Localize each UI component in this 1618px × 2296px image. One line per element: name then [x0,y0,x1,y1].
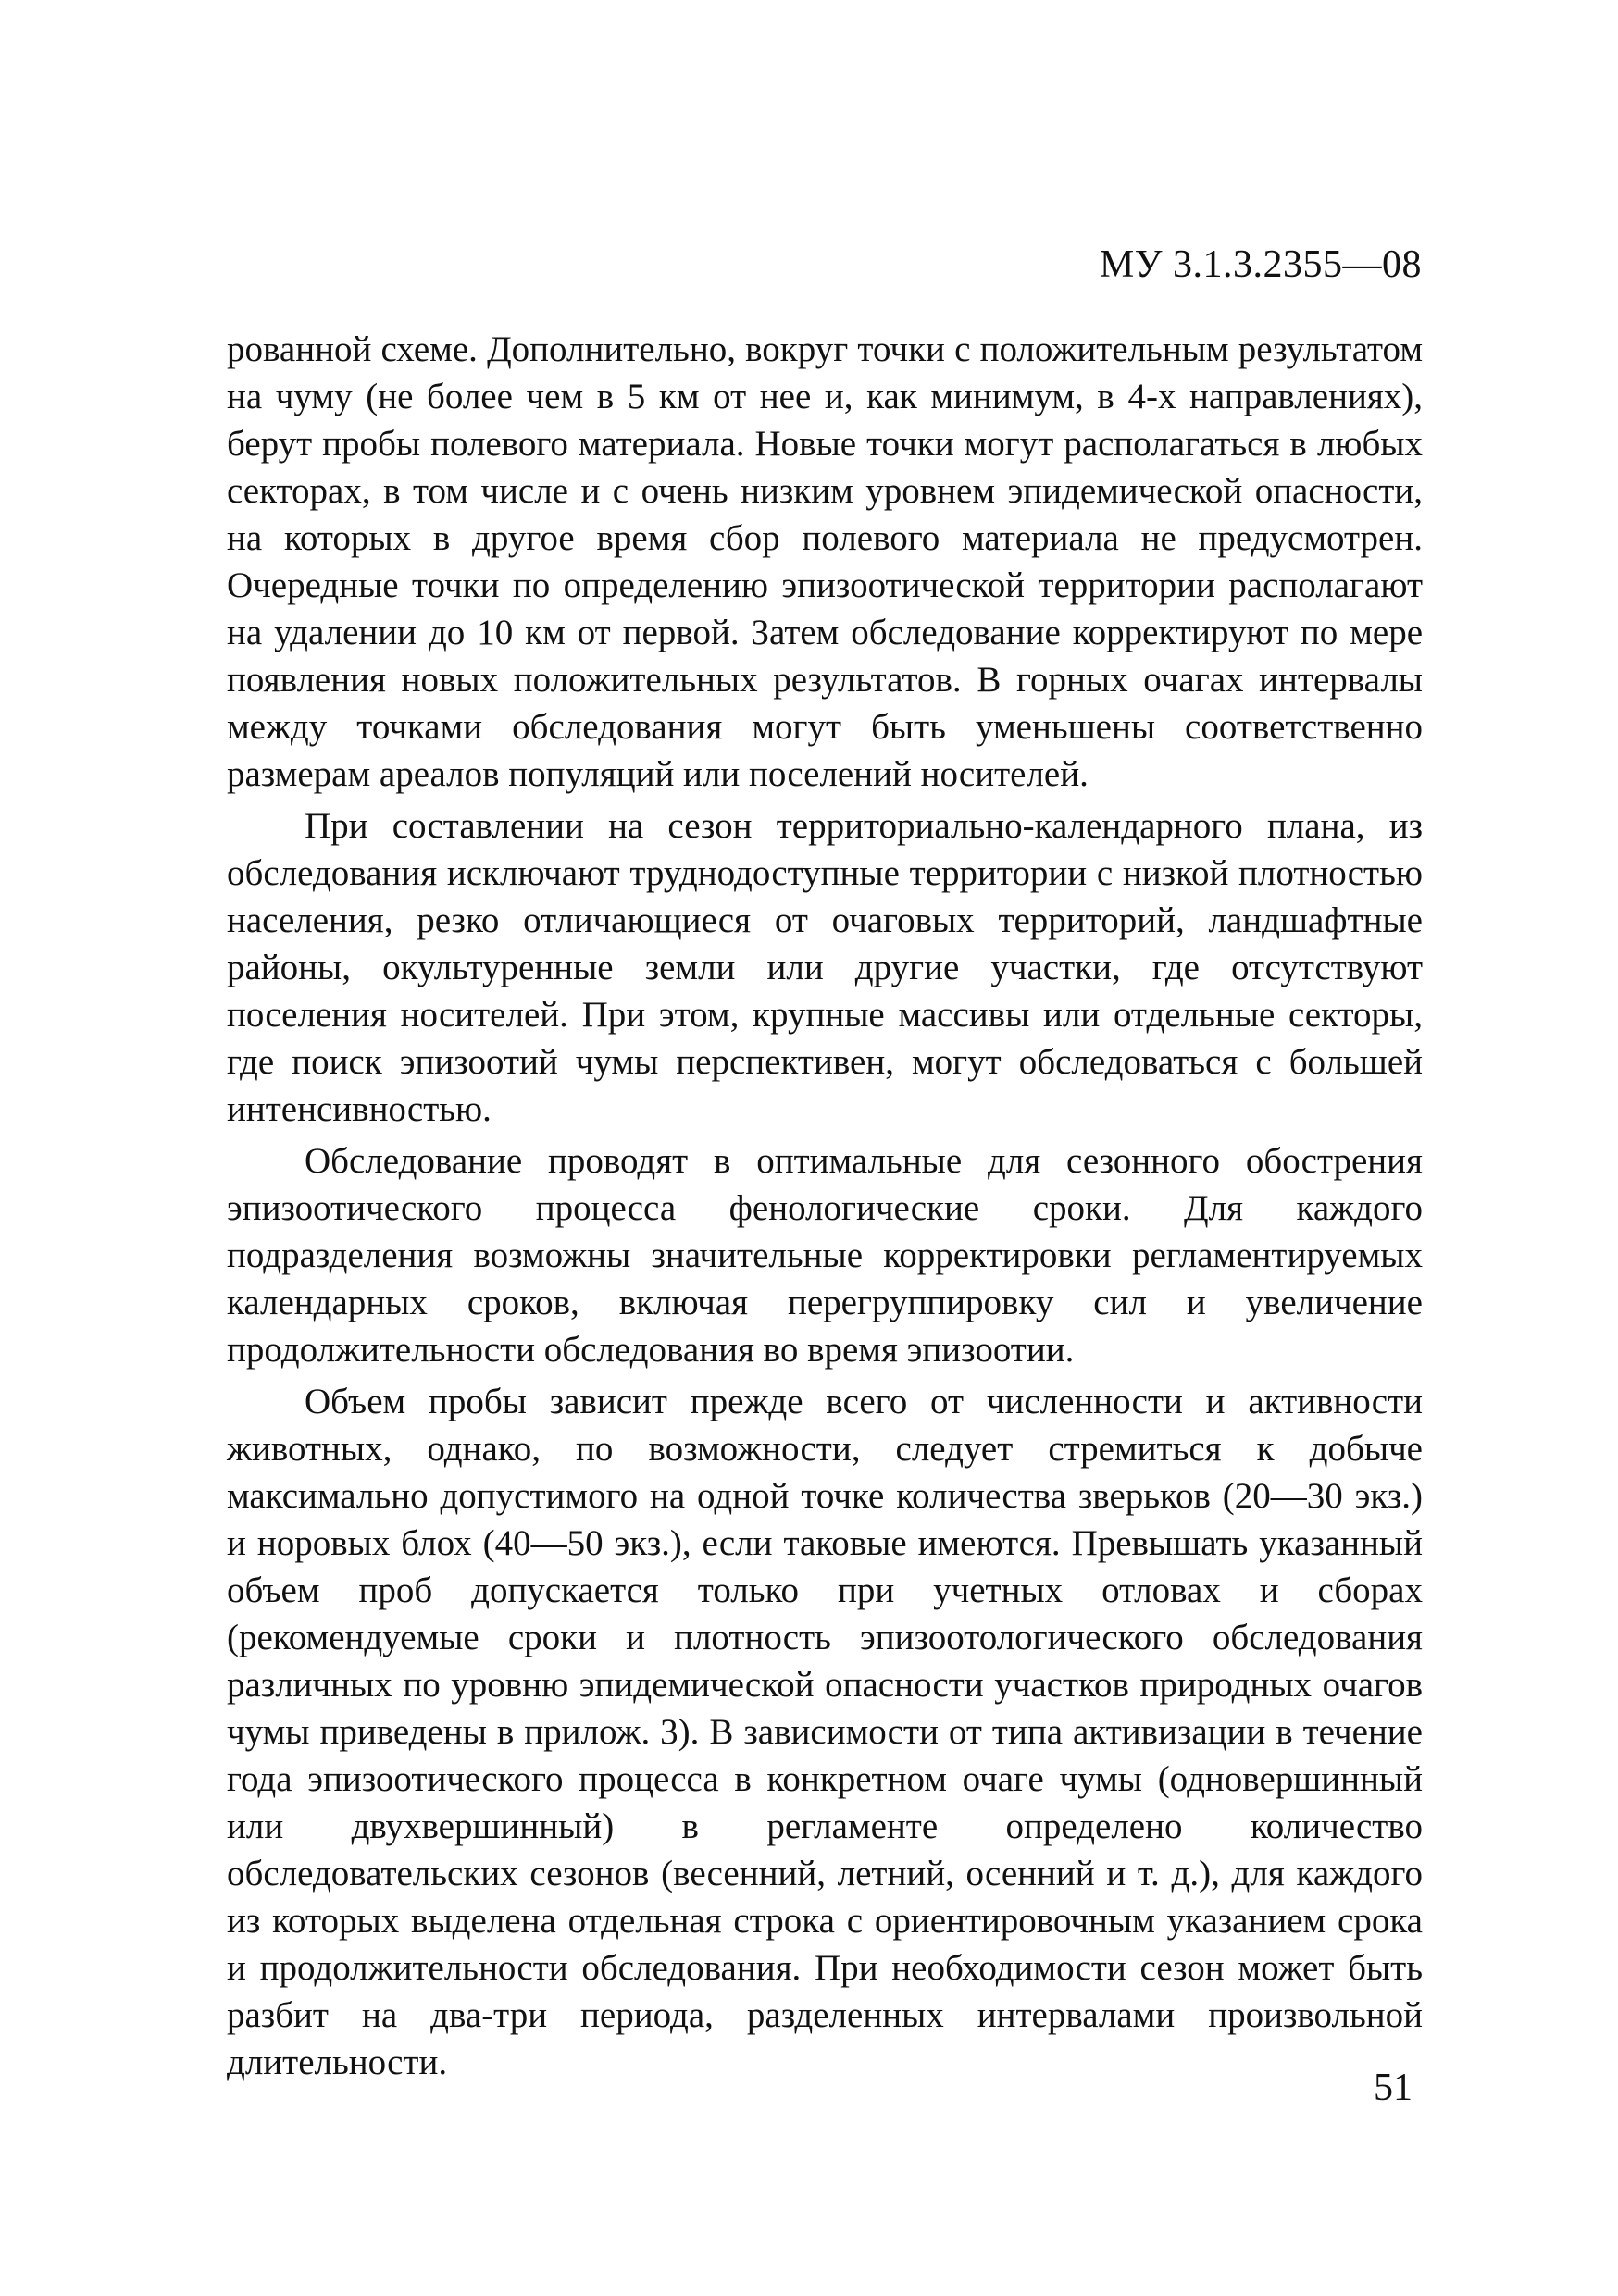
paragraph: Объем пробы зависит прежде всего от численности и активности животных, однако, по возможности, следует стремиться к добыче максимально допустимого на одной точке количества зверьков (20—30 экз.) и норовых блох (40—50 экз.), если таковые имеются. Превышать указанный объем проб допускается только при учетных отловах и сборах (рекомендуемые сроки и плотность эпизоотологического обследования различных по уровню эпидемической опасности участков природных очагов чумы приведены в прилож. 3). В зависимости от типа активизации в течение года эпизоотического процесса в конкретном очаге чумы (одновершинный или двухвершинный) в регламенте определено количество обследовательских сезонов (весенний, летний, осенний и т. д.), для каждого из которых выделена отдельная строка с ориентировочным указанием срока и продолжительности обследования. При необходимости сезон может быть разбит на два-три периода, разделенных интервалами произвольной длительности. [227,1382,1423,2082]
document-code: МУ 3.1.3.2355—08 [1099,243,1422,286]
paragraph: Обследование проводят в оптимальные для сезонного обострения эпизоотического процесса фенологические сроки. Для каждого подразделения возможны значительные корректировки регламентируемых календарных сроков, включая перегруппировку сил и увеличение продолжительности обследования во время эпизоотии. [227,1141,1423,1370]
paragraph: При составлении на сезон территориально-календарного плана, из обследования исключают труднодоступные территории с низкой плотностью населения, резко отличающиеся от очаговых территорий, ландшафтные районы, окультуренные земли или другие участки, где отсутствуют поселения носителей. При этом, крупные массивы или отдельные секторы, где поиск эпизоотий чумы перспективен, могут обследоваться с большей интенсивностью. [227,806,1423,1129]
page-number: 51 [1374,2066,1413,2109]
paragraph-continued: рованной схеме. Дополнительно, вокруг точки с положительным результатом на чуму (не более чем в 5 км от нее и, как минимум, в 4-х направлениях), берут пробы полевого материала. Новые точки могут располагаться в любых секторах, в том числе и с очень низким уровнем эпидемической опасности, на которых в другое время сбор полевого материала не предусмотрен. Очередные точки по определению эпизоотической территории располагают на удалении до 10 км от первой. Затем обследование корректируют по мере появления новых положительных результатов. В горных очагах интервалы между точками обследования могут быть уменьшены соответственно размерам ареалов популяций или поселений носителей. [227,329,1423,794]
body-text [227,326,1423,2091]
